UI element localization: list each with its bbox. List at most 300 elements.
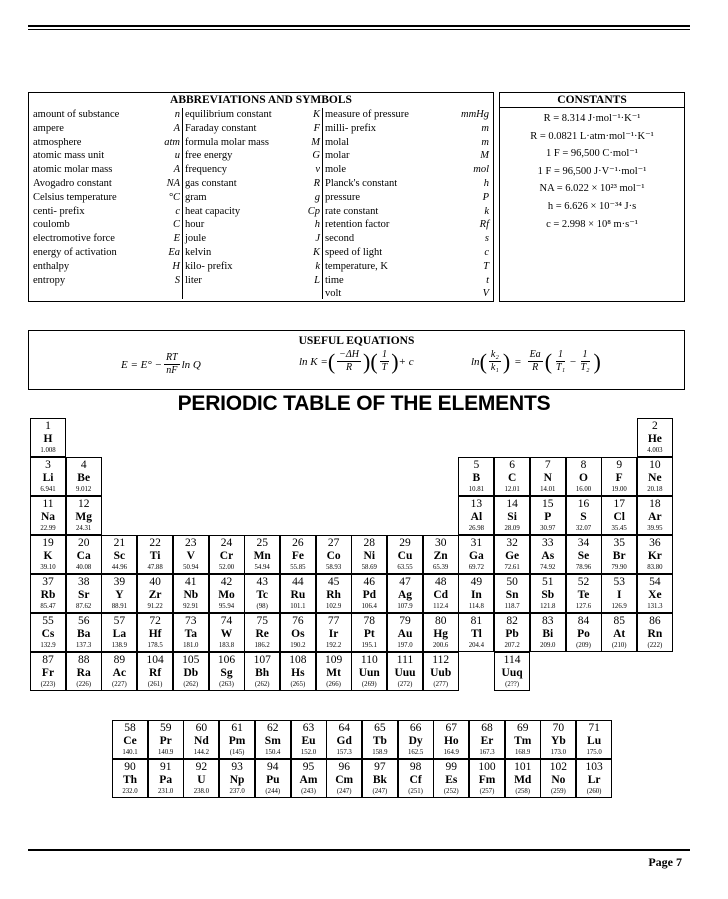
abbreviation-symbol: Ea — [168, 246, 180, 258]
abbreviation-row — [325, 218, 489, 232]
element-cell — [423, 574, 459, 613]
abbreviation-name: atomic mass unit — [33, 150, 105, 162]
abbreviation-name: milli- prefix — [325, 122, 377, 134]
element-symbol: Sr — [77, 589, 90, 601]
element-symbol: Re — [255, 628, 269, 640]
atomic-mass: 30.97 — [540, 525, 556, 532]
atomic-number: 10 — [649, 459, 661, 471]
atomic-mass: (261) — [147, 681, 163, 688]
atomic-mass: 168.9 — [515, 749, 531, 756]
page-number: Page 7 — [648, 855, 682, 869]
element-symbol: As — [541, 550, 555, 562]
element-cell — [530, 613, 566, 652]
atomic-mass: (210) — [611, 642, 627, 649]
eq2-fraction-2 — [380, 349, 390, 374]
atomic-mass: 186.2 — [254, 642, 270, 649]
nernst-equation — [121, 352, 201, 377]
atomic-mass: 87.62 — [76, 603, 92, 610]
element-cell — [183, 720, 219, 759]
atomic-mass: (263) — [219, 681, 234, 688]
abbreviation-row — [33, 274, 180, 288]
atomic-mass: (262) — [254, 681, 270, 688]
constant-item: h = 6.626 × 10⁻³⁴ J·s — [547, 200, 637, 212]
abbreviation-name: Planck's constant — [325, 177, 398, 189]
atomic-mass: 16.00 — [575, 486, 592, 493]
atomic-number: 31 — [470, 537, 483, 549]
atomic-mass: 137.3 — [76, 642, 92, 649]
element-cell — [566, 535, 602, 574]
element-cell — [423, 535, 459, 574]
right-paren: ) — [391, 348, 399, 374]
atomic-mass: 26.98 — [468, 525, 485, 532]
element-symbol: Cs — [41, 628, 55, 640]
abbreviation-row — [325, 260, 489, 274]
bottom-rule — [28, 849, 690, 851]
atomic-mass: 65.39 — [433, 564, 449, 571]
atomic-number: 105 — [182, 654, 200, 666]
atomic-number: 73 — [185, 615, 197, 627]
abbreviation-symbol: L — [314, 274, 320, 286]
eq2-den2: T — [381, 362, 388, 373]
atomic-mass: 232.0 — [122, 788, 138, 795]
abbreviation-row — [33, 232, 180, 246]
constant-item: R = 0.0821 L·atm·mol⁻¹·K⁻¹ — [530, 130, 654, 142]
atomic-number: 66 — [409, 722, 422, 734]
element-cell — [458, 457, 494, 496]
atomic-number: 13 — [470, 498, 483, 510]
atomic-number: 30 — [434, 537, 447, 549]
element-symbol: Uub — [430, 667, 452, 679]
element-cell — [637, 574, 673, 613]
element-cell — [112, 720, 148, 759]
atomic-number: 64 — [338, 722, 350, 734]
atomic-number: 35 — [613, 537, 625, 549]
atomic-number: 45 — [327, 576, 340, 588]
arrhenius-equation — [471, 349, 601, 374]
element-cell — [540, 720, 576, 759]
atomic-number: 57 — [113, 615, 126, 627]
abbreviations-title: ABBREVIATIONS AND SYMBOLS — [170, 94, 352, 106]
element-symbol: Sb — [541, 589, 555, 601]
abbreviation-symbol: M — [311, 136, 320, 148]
element-symbol: Cm — [335, 774, 354, 786]
atomic-number: 110 — [360, 654, 378, 666]
atomic-mass: 6.941 — [40, 486, 56, 493]
atomic-number: 78 — [363, 615, 376, 627]
element-symbol: Eu — [301, 735, 316, 747]
element-symbol: Cl — [613, 511, 625, 523]
eq3-den3: T₁ — [556, 362, 566, 373]
top-rule-thin — [28, 29, 690, 30]
element-cell — [637, 496, 673, 535]
atomic-number: 43 — [256, 576, 268, 588]
element-symbol: Mn — [253, 550, 271, 562]
atomic-number: 26 — [292, 537, 304, 549]
atomic-mass: (260) — [586, 788, 602, 795]
element-cell — [576, 720, 612, 759]
atomic-number: 21 — [113, 537, 126, 549]
atomic-mass: 63.55 — [397, 564, 413, 571]
atomic-mass: 164.9 — [443, 749, 459, 756]
element-symbol: He — [647, 433, 662, 445]
abbreviation-row — [33, 108, 180, 122]
eq3-fraction-4 — [579, 349, 592, 374]
abbreviation-name: entropy — [33, 274, 66, 286]
atomic-mass: 209.0 — [540, 642, 556, 649]
atomic-number: 84 — [577, 615, 590, 627]
atomic-mass: 24.31 — [76, 525, 92, 532]
atomic-mass: 190.2 — [290, 642, 306, 649]
left-paren: ( — [544, 348, 553, 374]
atomic-mass: 32.07 — [575, 525, 592, 532]
element-cell — [601, 613, 637, 652]
constant-item: 1 F = 96,500 C·mol⁻¹ — [546, 148, 638, 160]
abbreviation-name: gram — [185, 191, 207, 203]
element-cell — [244, 613, 280, 652]
abbreviation-row — [185, 122, 320, 136]
atomic-number: 77 — [327, 615, 340, 627]
atomic-number: 86 — [649, 615, 661, 627]
element-cell — [280, 613, 316, 652]
element-symbol: Bi — [542, 628, 554, 640]
atomic-mass: 121.8 — [540, 603, 556, 610]
atomic-number: 34 — [577, 537, 590, 549]
atomic-mass: 10.81 — [468, 486, 485, 493]
atomic-mass: 140.1 — [122, 749, 138, 756]
atomic-mass: 55.85 — [290, 564, 306, 571]
atomic-mass: 92.91 — [183, 603, 199, 610]
left-paren: ( — [327, 348, 336, 374]
atomic-number: 8 — [580, 459, 587, 471]
abbreviation-name: joule — [185, 233, 206, 245]
atomic-mass: 54.94 — [254, 564, 270, 571]
element-symbol: Os — [291, 628, 305, 640]
element-cell — [326, 720, 362, 759]
element-symbol: Fe — [291, 550, 304, 562]
abbreviation-name: second — [325, 233, 355, 245]
element-cell — [316, 613, 352, 652]
element-cell — [494, 535, 530, 574]
abbreviation-symbol: k — [315, 260, 320, 272]
element-symbol: P — [544, 511, 552, 523]
element-symbol: Al — [470, 511, 483, 523]
element-cell — [530, 535, 566, 574]
element-symbol: Se — [577, 550, 590, 562]
element-symbol: Db — [183, 667, 199, 679]
abbreviation-name: molal — [325, 136, 349, 148]
element-symbol: Pb — [505, 628, 519, 640]
abbreviation-name: hour — [185, 219, 205, 231]
element-symbol: Hs — [291, 667, 305, 679]
atomic-number: 107 — [253, 654, 271, 666]
atomic-number: 69 — [516, 722, 529, 734]
atomic-number: 111 — [396, 654, 414, 666]
atomic-mass: 192.2 — [325, 642, 342, 649]
eq2-tail: + c — [398, 355, 414, 368]
atomic-mass: 1.008 — [40, 447, 56, 454]
atomic-mass: (257) — [479, 788, 495, 795]
abbreviation-name: energy of activation — [33, 246, 117, 258]
abbreviations-col-1 — [31, 108, 183, 299]
abbreviation-name: Celsius temperature — [33, 191, 117, 203]
atomic-mass: 231.0 — [158, 788, 174, 795]
element-symbol: Uuq — [501, 667, 523, 679]
atomic-number: 89 — [113, 654, 126, 666]
abbreviation-name: Faraday constant — [185, 122, 257, 134]
atomic-mass: 79.90 — [611, 564, 627, 571]
element-symbol: W — [220, 628, 233, 640]
atomic-mass: (277) — [433, 681, 449, 688]
atomic-mass: 72.61 — [504, 564, 520, 571]
atomic-number: 63 — [302, 722, 315, 734]
atomic-mass: (247) — [336, 788, 352, 795]
abbreviation-symbol: m — [481, 136, 489, 148]
element-symbol: Cd — [433, 589, 449, 601]
atomic-number: 82 — [506, 615, 518, 627]
element-symbol: Sg — [220, 667, 233, 679]
atomic-mass: 150.4 — [265, 749, 281, 756]
atomic-mass: (262) — [183, 681, 199, 688]
atomic-number: 102 — [549, 761, 568, 773]
element-cell — [209, 652, 245, 691]
atomic-number: 114 — [503, 654, 521, 666]
element-cell — [601, 574, 637, 613]
element-symbol: Co — [326, 550, 341, 562]
element-symbol: Ar — [648, 511, 662, 523]
abbreviation-row — [325, 136, 489, 150]
atomic-mass: 237.0 — [229, 788, 245, 795]
element-cell — [173, 535, 209, 574]
abbreviation-row — [325, 149, 489, 163]
element-cell — [183, 759, 219, 798]
abbreviation-name: coulomb — [33, 219, 70, 231]
eq3-num1: k₂ — [490, 349, 499, 360]
atomic-mass: 207.2 — [504, 642, 520, 649]
atomic-number: 94 — [267, 761, 279, 773]
element-cell — [387, 535, 423, 574]
atomic-number: 49 — [470, 576, 483, 588]
atomic-mass: (244) — [265, 788, 281, 795]
atomic-number: 28 — [363, 537, 376, 549]
abbreviation-symbol: c — [175, 205, 180, 217]
element-symbol: Ac — [112, 667, 127, 679]
atomic-number: 68 — [481, 722, 493, 734]
element-cell — [387, 652, 423, 691]
element-symbol: Zn — [433, 550, 448, 562]
abbreviation-symbol: R — [313, 177, 320, 189]
abbreviation-row — [185, 205, 320, 219]
atomic-number: 80 — [434, 615, 447, 627]
atomic-mass: 131.3 — [647, 603, 663, 610]
element-symbol: Pu — [266, 774, 280, 786]
abbreviation-name: speed of light — [325, 246, 383, 258]
atomic-mass: 126.9 — [611, 603, 627, 610]
element-symbol: Xe — [648, 589, 662, 601]
atomic-number: 92 — [195, 761, 208, 773]
abbreviation-row — [185, 246, 320, 260]
atomic-mass: 58.93 — [325, 564, 342, 571]
element-symbol: Lr — [587, 774, 601, 786]
atomic-number: 106 — [217, 654, 236, 666]
atomic-number: 46 — [363, 576, 376, 588]
eq2-den1: R — [346, 362, 353, 373]
equations-box — [28, 330, 685, 390]
abbreviation-row — [325, 177, 489, 191]
element-symbol: I — [616, 589, 622, 601]
atomic-mass: 52.00 — [218, 564, 235, 571]
element-cell — [30, 496, 66, 535]
atomic-mass: 44.96 — [111, 564, 128, 571]
atomic-number: 109 — [324, 654, 343, 666]
atomic-mass: 127.6 — [575, 603, 592, 610]
atomic-number: 20 — [77, 537, 90, 549]
abbreviation-row — [33, 191, 180, 205]
atomic-mass: 106.4 — [361, 603, 377, 610]
element-symbol: Mt — [326, 667, 341, 679]
atomic-mass: 74.92 — [540, 564, 556, 571]
atomic-mass: 138.9 — [111, 642, 128, 649]
atomic-mass: 22.99 — [40, 525, 56, 532]
element-symbol: Ag — [397, 589, 413, 601]
atomic-mass: (209) — [576, 642, 591, 649]
abbreviation-symbol: m — [481, 122, 489, 134]
atomic-number: 16 — [577, 498, 590, 510]
abbreviation-symbol: A — [173, 164, 180, 176]
atomic-number: 98 — [409, 761, 422, 773]
element-symbol: Tc — [256, 589, 269, 601]
element-cell — [566, 496, 602, 535]
abbreviations-col-3 — [323, 108, 491, 299]
element-cell — [566, 574, 602, 613]
atomic-number: 52 — [577, 576, 590, 588]
abbreviation-row — [325, 232, 489, 246]
element-cell — [326, 759, 362, 798]
atomic-number: 44 — [292, 576, 304, 588]
atomic-mass: (265) — [290, 681, 306, 688]
atomic-number: 85 — [613, 615, 625, 627]
atomic-number: 5 — [473, 459, 480, 471]
element-symbol: Tl — [470, 628, 482, 640]
eq3-lhs: ln — [471, 355, 480, 368]
atomic-mass: 162.5 — [407, 749, 424, 756]
atomic-mass: 85.47 — [40, 603, 56, 610]
atomic-mass: 114.8 — [468, 603, 484, 610]
element-symbol: Na — [40, 511, 56, 523]
atomic-mass: 197.0 — [397, 642, 413, 649]
element-symbol: Si — [507, 511, 517, 523]
atomic-mass: 102.9 — [325, 603, 342, 610]
atomic-number: 79 — [399, 615, 411, 627]
left-paren: ( — [479, 348, 487, 374]
element-symbol: Uuu — [394, 667, 416, 679]
atomic-number: 96 — [338, 761, 350, 773]
element-cell — [566, 613, 602, 652]
constant-item: 1 F = 96,500 J·V⁻¹·mol⁻¹ — [537, 165, 647, 177]
element-cell — [66, 457, 102, 496]
element-cell — [423, 652, 459, 691]
element-symbol: Cf — [409, 774, 422, 786]
element-cell — [137, 613, 173, 652]
element-cell — [458, 496, 494, 535]
abbreviation-symbol: V — [482, 288, 489, 300]
abbreviation-symbol: S — [174, 274, 180, 286]
element-cell — [351, 652, 387, 691]
abbreviation-symbol: Rf — [479, 219, 489, 231]
abbreviation-name: heat capacity — [185, 205, 241, 217]
element-cell — [494, 613, 530, 652]
atomic-number: 101 — [514, 761, 532, 773]
element-cell — [291, 759, 327, 798]
atomic-number: 56 — [77, 615, 90, 627]
atomic-number: 39 — [113, 576, 126, 588]
element-symbol: Au — [397, 628, 413, 640]
element-symbol: Tm — [514, 735, 532, 747]
element-symbol: Ra — [76, 667, 91, 679]
eq3-den1: k₁ — [490, 362, 499, 373]
element-symbol: Nb — [183, 589, 199, 601]
atomic-number: 59 — [159, 722, 172, 734]
atomic-number: 72 — [149, 615, 161, 627]
abbreviation-symbol: T — [483, 260, 489, 272]
element-symbol: Mo — [218, 589, 235, 601]
eq3-den2: R — [532, 362, 539, 373]
abbreviation-symbol: C — [172, 219, 180, 231]
abbreviation-row — [185, 177, 320, 191]
element-cell — [505, 759, 541, 798]
abbreviation-row — [185, 136, 320, 150]
abbreviation-name: rate constant — [325, 205, 379, 217]
abbreviation-name: enthalpy — [33, 260, 70, 272]
element-cell — [458, 574, 494, 613]
abbreviation-row — [33, 163, 180, 177]
constants-box — [499, 92, 685, 302]
abbreviation-symbol: H — [172, 260, 180, 272]
element-cell — [66, 574, 102, 613]
element-cell — [173, 652, 209, 691]
atomic-number: 83 — [542, 615, 554, 627]
atomic-mass: (145) — [229, 749, 245, 756]
atomic-number: 36 — [649, 537, 661, 549]
atomic-number: 48 — [434, 576, 447, 588]
element-cell — [30, 652, 66, 691]
abbreviation-name: amount of substance — [33, 109, 120, 120]
element-cell — [112, 759, 148, 798]
atomic-number: 12 — [77, 498, 90, 510]
element-cell — [244, 574, 280, 613]
element-symbol: C — [507, 472, 517, 484]
abbreviation-symbol: n — [174, 109, 180, 120]
atomic-number: 50 — [506, 576, 518, 588]
element-cell — [530, 574, 566, 613]
atomic-number: 17 — [613, 498, 625, 510]
element-symbol: Rb — [40, 589, 56, 601]
atomic-mass: 118.7 — [504, 603, 520, 610]
element-cell — [30, 457, 66, 496]
element-cell — [255, 759, 291, 798]
element-symbol: H — [43, 433, 53, 445]
abbreviation-row — [325, 287, 489, 301]
atomic-mass: (258) — [515, 788, 531, 795]
atomic-number: 33 — [542, 537, 554, 549]
abbreviation-row — [33, 218, 180, 232]
abbreviation-row — [185, 260, 320, 274]
eq1-lhs: E = E° − — [121, 358, 162, 371]
abbreviation-name: retention factor — [325, 219, 390, 231]
abbreviation-symbol: atm — [164, 136, 180, 148]
atomic-number: 40 — [149, 576, 161, 588]
abbreviation-row — [325, 205, 489, 219]
constants-title: CONSTANTS — [500, 93, 684, 108]
